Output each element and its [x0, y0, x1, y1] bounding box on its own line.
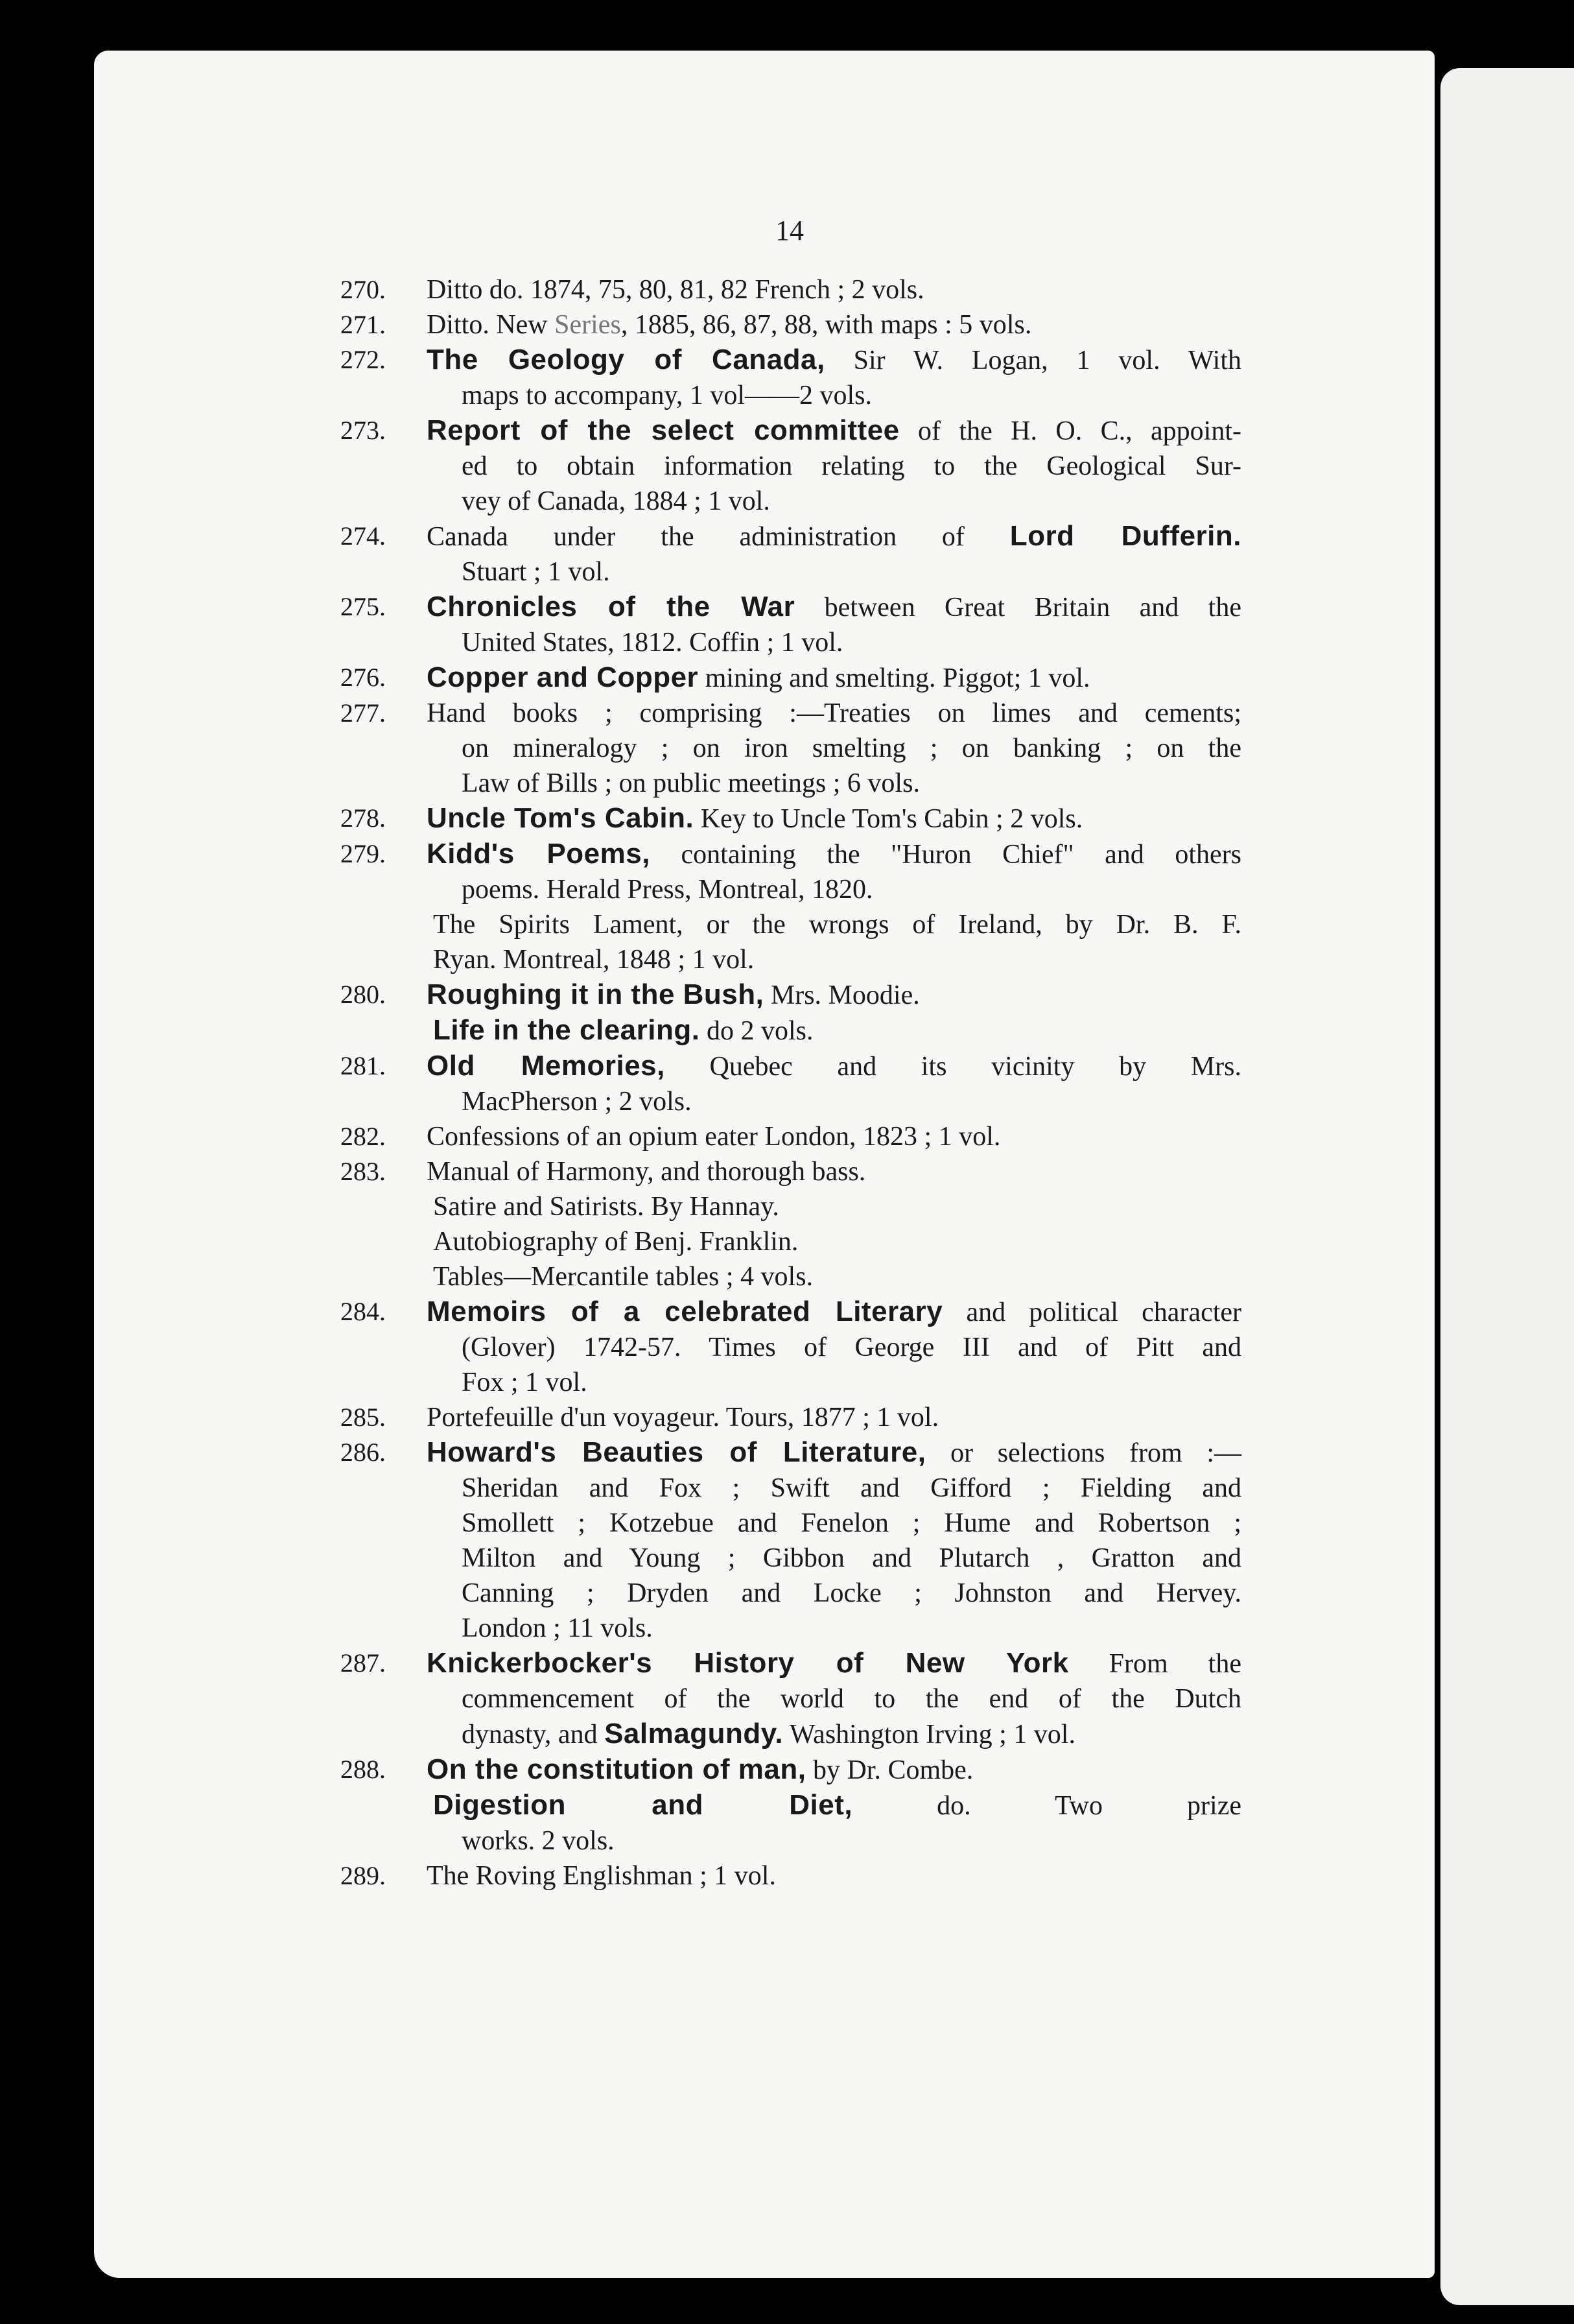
entry-text: by Dr. Combe. — [806, 1755, 974, 1785]
entry-line — [427, 1189, 1241, 1224]
entry-text: Canning ; Dryden and Locke ; Johnston and Hervey. — [462, 1578, 1241, 1608]
entry-line — [427, 1576, 1241, 1611]
entry-number: 287. — [340, 1648, 386, 1678]
catalogue-entry — [340, 272, 1241, 307]
entry-text: Smollett ; Kotzebue and Fenelon ; Hume and Robertson ; — [462, 1508, 1241, 1538]
entry-text: Fox ; 1 vol. — [462, 1368, 587, 1397]
entry-line — [427, 731, 1241, 766]
entry-text: Ryan. Montreal, 1848 ; 1 vol. — [433, 945, 755, 975]
entry-number: 283. — [340, 1157, 386, 1186]
entry-text: MacPherson ; 2 vols. — [462, 1087, 692, 1117]
entry-text: Tables—Mercantile tables ; 4 vols. — [433, 1262, 814, 1292]
entry-line — [427, 1823, 1241, 1858]
catalogue-entry — [340, 307, 1241, 342]
entry-text: Ditto do. 1874, 75, 80, 81, 82 French ; 2 vols. — [427, 275, 924, 305]
entry-line — [427, 1084, 1241, 1119]
entry-text: vey of Canada, 1884 ; 1 vol. — [462, 486, 770, 516]
entry-text: Quebec and its vicinity by Mrs. — [664, 1052, 1242, 1082]
entry-line — [427, 589, 1241, 625]
catalogue-entry — [340, 342, 1241, 413]
entry-text: Ditto. New — [427, 310, 555, 340]
entry-text: and political character — [943, 1298, 1242, 1327]
entry-title: Knickerbocker's History of New York — [427, 1647, 1069, 1679]
entry-text: The Spirits Lament, or the wrongs of Ireland, by Dr. B. F. — [433, 910, 1241, 940]
entry-text: The Roving Englishman ; 1 vol. — [427, 1861, 776, 1891]
catalogue-entry — [340, 977, 1241, 1049]
entry-number: 279. — [340, 839, 386, 868]
entry-number: 276. — [340, 663, 386, 692]
entry-line — [427, 449, 1241, 484]
entry-text: Manual of Harmony, and thorough bass. — [427, 1157, 866, 1187]
entry-line — [427, 1506, 1241, 1541]
entry-number: 284. — [340, 1297, 386, 1326]
entry-title: Memoirs of a celebrated Literary — [427, 1296, 943, 1327]
entry-line — [427, 801, 1241, 836]
entry-line — [427, 484, 1241, 519]
entry-line — [427, 1049, 1241, 1084]
entry-number: 272. — [340, 345, 386, 374]
catalogue-entry — [340, 519, 1241, 589]
entry-number: 271. — [340, 310, 386, 339]
entry-text: Washington Irving ; 1 vol. — [783, 1720, 1075, 1749]
entry-line — [427, 378, 1241, 413]
entry-title: Digestion and Diet, — [433, 1789, 853, 1821]
entry-line — [427, 977, 1241, 1013]
entry-title: Salmagundy. — [604, 1718, 784, 1749]
entry-number: 274. — [340, 521, 386, 551]
entry-line — [427, 1294, 1241, 1330]
entry-number: 285. — [340, 1403, 386, 1432]
entry-line — [427, 1752, 1241, 1788]
catalogue-entry — [340, 1435, 1241, 1646]
entry-number: 273. — [340, 416, 386, 445]
catalogue-entry — [340, 836, 1241, 977]
entry-title: The Geology of Canada, — [427, 344, 825, 375]
entry-line — [427, 1154, 1241, 1189]
entry-line — [427, 342, 1241, 378]
entry-title: Kidd's Poems, — [427, 838, 650, 870]
entry-text: Autobiography of Benj. Franklin. — [433, 1227, 799, 1257]
entry-line — [427, 907, 1241, 942]
entry-text: From the — [1068, 1649, 1241, 1679]
entry-text: Stuart ; 1 vol. — [462, 557, 610, 587]
catalogue-entry — [340, 1049, 1241, 1119]
entry-text: Sheridan and Fox ; Swift and Gifford ; Fielding and — [462, 1473, 1241, 1503]
entry-number: 281. — [340, 1051, 386, 1080]
catalogue-entry — [340, 1646, 1241, 1752]
entry-text: commencement of the world to the end of the Dutch — [462, 1684, 1241, 1714]
entry-line — [427, 872, 1241, 907]
catalogue-entry — [340, 660, 1241, 696]
entry-title: Report of the select committee — [427, 414, 900, 446]
catalogue-entry — [340, 1294, 1241, 1400]
catalogue-entry — [340, 1400, 1241, 1435]
entry-line — [427, 1119, 1241, 1154]
entry-text: Canada under the administration of — [427, 522, 1010, 552]
entry-line — [427, 766, 1241, 801]
entry-line — [427, 1330, 1241, 1365]
entry-number: 277. — [340, 698, 386, 728]
entry-line — [427, 625, 1241, 660]
entry-title: Lord Dufferin. — [1009, 520, 1241, 552]
entry-line — [427, 1013, 1241, 1049]
entry-text: Satire and Satirists. By Hannay. — [433, 1192, 779, 1222]
entry-text: containing the "Huron Chief" and others — [650, 840, 1241, 870]
entry-line — [427, 1259, 1241, 1294]
entry-title: On the constitution of man, — [427, 1753, 806, 1785]
entry-line — [427, 1788, 1241, 1823]
entry-line — [427, 1400, 1241, 1435]
entry-line — [427, 836, 1241, 872]
entry-text: Series — [554, 310, 621, 340]
catalogue-entry — [340, 1858, 1241, 1893]
catalogue-entry — [340, 589, 1241, 660]
catalogue-entry — [340, 1119, 1241, 1154]
entry-text: (Glover) 1742-57. Times of George III and of Pitt and — [462, 1333, 1241, 1362]
entry-line — [427, 554, 1241, 589]
entry-line — [427, 696, 1241, 731]
entry-title: Old Memories, — [427, 1050, 665, 1082]
entry-text: , 1885, 86, 87, 88, with maps : 5 vols. — [620, 310, 1032, 340]
catalogue-entries — [340, 272, 1241, 1893]
entry-line — [427, 1681, 1241, 1716]
entry-line — [427, 519, 1241, 554]
entry-text: United States, 1812. Coffin ; 1 vol. — [462, 628, 843, 658]
entry-title: Life in the clearing. — [433, 1014, 700, 1046]
entry-number: 286. — [340, 1438, 386, 1467]
entry-line — [427, 413, 1241, 449]
entry-line — [427, 1646, 1241, 1681]
entry-number: 278. — [340, 803, 386, 833]
page-number: 14 — [775, 215, 804, 246]
entry-text: do. Two prize — [852, 1791, 1241, 1821]
entry-line — [427, 307, 1241, 342]
catalogue-entry — [340, 801, 1241, 836]
entry-number: 270. — [340, 275, 386, 304]
entry-line — [427, 1471, 1241, 1506]
entry-line — [427, 942, 1241, 977]
catalogue-entry — [340, 1752, 1241, 1858]
entry-text: works. 2 vols. — [462, 1826, 615, 1856]
entry-text: Portefeuille d'un voyageur. Tours, 1877 ; 1 vol. — [427, 1403, 939, 1432]
entry-line — [427, 1541, 1241, 1576]
entry-line — [427, 1435, 1241, 1471]
adjacent-page-edge — [1440, 68, 1574, 2305]
entry-title: Howard's Beauties of Literature, — [427, 1436, 926, 1468]
entry-text: or selections from :— — [926, 1438, 1241, 1468]
entry-text: Mrs. Moodie. — [764, 980, 920, 1010]
entry-line — [427, 1611, 1241, 1646]
entry-title: Copper and Copper — [427, 661, 699, 693]
entry-text: Law of Bills ; on public meetings ; 6 vols. — [462, 768, 920, 798]
catalogue-entry — [340, 413, 1241, 519]
entry-text: Key to Uncle Tom's Cabin ; 2 vols. — [694, 804, 1083, 834]
entry-line — [427, 1365, 1241, 1400]
entry-text: dynasty, and — [462, 1720, 605, 1749]
entry-text: Sir W. Logan, 1 vol. With — [825, 346, 1241, 375]
entry-line — [427, 660, 1241, 696]
entry-text: London ; 11 vols. — [462, 1613, 653, 1643]
entry-text: mining and smelting. Piggot; 1 vol. — [698, 663, 1090, 693]
entry-title: Chronicles of the War — [427, 591, 795, 622]
entry-line — [427, 1858, 1241, 1893]
entry-text: do 2 vols. — [699, 1016, 814, 1046]
entry-number: 288. — [340, 1755, 386, 1784]
entry-title: Uncle Tom's Cabin. — [427, 802, 694, 834]
entry-number: 289. — [340, 1861, 386, 1890]
entry-number: 280. — [340, 980, 386, 1009]
entry-text: poems. Herald Press, Montreal, 1820. — [462, 875, 873, 905]
entry-text: maps to accompany, 1 vol——2 vols. — [462, 381, 873, 410]
entry-text: ed to obtain information relating to the Geological Sur- — [462, 451, 1241, 481]
entry-title: Roughing it in the Bush, — [427, 978, 764, 1010]
entry-number: 275. — [340, 592, 386, 621]
catalogue-entry — [340, 696, 1241, 801]
entry-text: on mineralogy ; on iron smelting ; on banking ; on the — [462, 733, 1241, 763]
entry-text: Milton and Young ; Gibbon and Plutarch , Gratton and — [462, 1543, 1241, 1573]
entry-line — [427, 1224, 1241, 1259]
entry-text: between Great Britain and the — [795, 593, 1241, 622]
entry-line — [427, 272, 1241, 307]
entry-line — [427, 1716, 1241, 1752]
catalogue-entry — [340, 1154, 1241, 1294]
entry-number: 282. — [340, 1122, 386, 1151]
entry-text: Hand books ; comprising :—Treaties on limes and cements; — [427, 698, 1241, 728]
entry-text: of the H. O. C., appoint- — [899, 416, 1241, 446]
entry-text: Confessions of an opium eater London, 1823 ; 1 vol. — [427, 1122, 1001, 1152]
